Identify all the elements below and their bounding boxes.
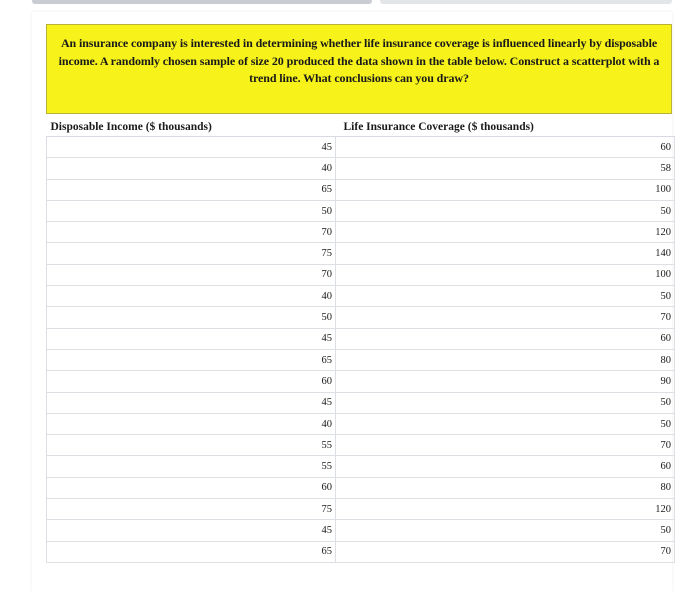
table-row: [47, 413, 675, 434]
table-row: [47, 392, 675, 413]
disposable-income-cell[interactable]: 45: [47, 520, 336, 541]
table-row: [47, 264, 675, 285]
disposable-income-cell[interactable]: 75: [47, 243, 336, 264]
life-insurance-coverage-cell[interactable]: 120: [336, 499, 675, 520]
life-insurance-coverage-cell[interactable]: 50: [336, 413, 675, 434]
life-insurance-coverage-cell[interactable]: 70: [336, 435, 675, 456]
disposable-income-cell[interactable]: 60: [47, 477, 336, 498]
table-header-row: [47, 117, 675, 137]
table-body: [47, 137, 675, 563]
life-insurance-coverage-cell[interactable]: 50: [336, 286, 675, 307]
table-row: [47, 222, 675, 243]
top-tab-strip: [32, 0, 672, 5]
disposable-income-cell[interactable]: 45: [47, 137, 336, 158]
life-insurance-coverage-cell[interactable]: 90: [336, 371, 675, 392]
life-insurance-coverage-cell[interactable]: 60: [336, 456, 675, 477]
disposable-income-cell[interactable]: 65: [47, 179, 336, 200]
table-row: [47, 179, 675, 200]
table-row: [47, 243, 675, 264]
life-insurance-coverage-cell[interactable]: 80: [336, 477, 675, 498]
table-row: [47, 349, 675, 370]
table-row: [47, 541, 675, 562]
table-row: [47, 137, 675, 158]
table-row: [47, 456, 675, 477]
disposable-income-cell[interactable]: 70: [47, 264, 336, 285]
life-insurance-coverage-cell[interactable]: 60: [336, 328, 675, 349]
life-insurance-coverage-cell[interactable]: 120: [336, 222, 675, 243]
table-row: [47, 286, 675, 307]
life-insurance-coverage-cell[interactable]: 50: [336, 392, 675, 413]
life-insurance-coverage-cell[interactable]: 60: [336, 137, 675, 158]
question-box: [46, 24, 672, 114]
table-row: [47, 435, 675, 456]
tab-left[interactable]: [32, 0, 372, 4]
disposable-income-cell[interactable]: 65: [47, 541, 336, 562]
table-row: [47, 477, 675, 498]
life-insurance-coverage-cell[interactable]: 100: [336, 179, 675, 200]
table-row: [47, 307, 675, 328]
life-insurance-coverage-cell[interactable]: 50: [336, 200, 675, 221]
disposable-income-cell[interactable]: 40: [47, 158, 336, 179]
life-insurance-coverage-cell[interactable]: 100: [336, 264, 675, 285]
table-row: [47, 200, 675, 221]
life-insurance-coverage-cell[interactable]: 70: [336, 541, 675, 562]
life-insurance-coverage-cell[interactable]: 70: [336, 307, 675, 328]
life-insurance-coverage-cell[interactable]: 58: [336, 158, 675, 179]
disposable-income-cell[interactable]: 45: [47, 392, 336, 413]
disposable-income-cell[interactable]: 45: [47, 328, 336, 349]
disposable-income-cell[interactable]: 65: [47, 349, 336, 370]
table-row: [47, 158, 675, 179]
disposable-income-cell[interactable]: 75: [47, 499, 336, 520]
header-life-insurance-coverage: Life Insurance Coverage ($ thousands): [336, 117, 675, 137]
question-text: An insurance company is interested in determining whether life insurance coverage is influenced linearly by disposable income. A randomly chosen sample of size 20 produced the data shown in the table below. Construct a scatterplot with a trend line. What conclusions can you draw?: [58, 36, 660, 85]
table-row: [47, 371, 675, 392]
table-row: [47, 520, 675, 541]
life-insurance-coverage-cell[interactable]: 140: [336, 243, 675, 264]
disposable-income-cell[interactable]: 60: [47, 371, 336, 392]
table-row: [47, 328, 675, 349]
tab-right[interactable]: [380, 0, 672, 4]
disposable-income-cell[interactable]: 55: [47, 456, 336, 477]
header-disposable-income: Disposable Income ($ thousands): [47, 117, 336, 137]
life-insurance-coverage-cell[interactable]: 50: [336, 520, 675, 541]
table-row: [47, 499, 675, 520]
life-insurance-coverage-cell[interactable]: 80: [336, 349, 675, 370]
disposable-income-cell[interactable]: 40: [47, 286, 336, 307]
disposable-income-cell[interactable]: 55: [47, 435, 336, 456]
disposable-income-cell[interactable]: 70: [47, 222, 336, 243]
disposable-income-cell[interactable]: 50: [47, 200, 336, 221]
disposable-income-cell[interactable]: 50: [47, 307, 336, 328]
disposable-income-cell[interactable]: 40: [47, 413, 336, 434]
data-table: [46, 117, 675, 563]
